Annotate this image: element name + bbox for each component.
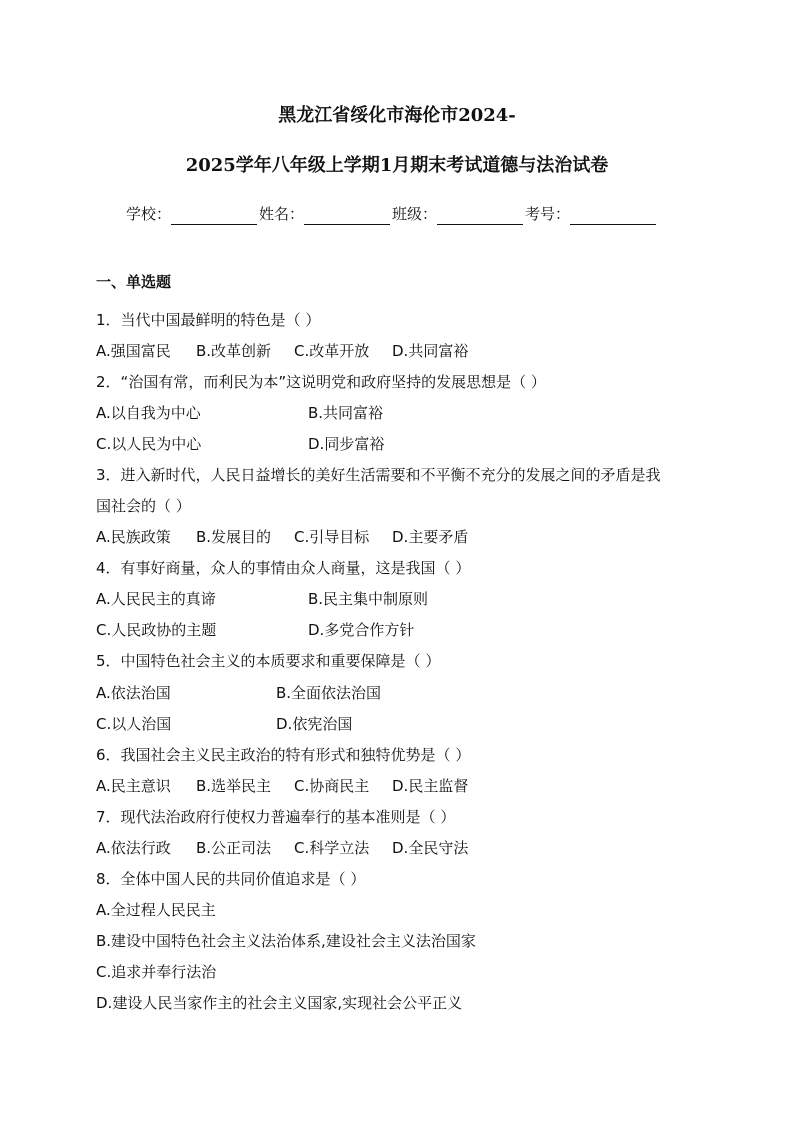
option: D.全民守法 (392, 839, 469, 857)
option: D.共同富裕 (392, 342, 469, 360)
section-title: 一、单选题 (96, 273, 172, 291)
option: D.民主监督 (392, 777, 469, 795)
option: A.依法治国 (96, 684, 171, 702)
option: C.改革开放 (294, 342, 370, 360)
exam-title-line1: 黑龙江省绥化市海伦市2024- (278, 105, 516, 126)
question-stem: 7．现代法治政府行使权力普遍奉行的基本准则是（ ） (96, 808, 456, 826)
name-label: 姓名： (259, 205, 305, 223)
name-blank[interactable] (304, 208, 390, 225)
exam-no-blank[interactable] (570, 208, 656, 225)
option: D.同步富裕 (308, 435, 385, 453)
question-stem-continued: 国社会的（ ） (96, 497, 191, 515)
option: D.主要矛盾 (392, 528, 469, 546)
question-stem: 5．中国特色社会主义的本质要求和重要保障是（ ） (96, 652, 441, 670)
option: C.以人民为中心 (96, 435, 202, 453)
school-blank[interactable] (171, 208, 257, 225)
option: A.人民民主的真谛 (96, 590, 216, 608)
option: D.建设人民当家作主的社会主义国家,实现社会公平正义 (96, 994, 463, 1012)
option: A.依法行政 (96, 839, 171, 857)
class-label: 班级： (392, 205, 438, 223)
option: A.民族政策 (96, 528, 171, 546)
question-stem: 8．全体中国人民的共同价值追求是（ ） (96, 870, 366, 888)
option: A.以自我为中心 (96, 404, 201, 422)
option: A.强国富民 (96, 342, 171, 360)
option: B.发展目的 (196, 528, 272, 546)
option: A.民主意识 (96, 777, 171, 795)
option: B.改革创新 (196, 342, 272, 360)
option: B.公正司法 (196, 839, 272, 857)
option: B.全面依法治国 (276, 684, 382, 702)
option: C.科学立法 (294, 839, 370, 857)
exam-title-line2: 2025学年八年级上学期1月期末考试道德与法治试卷 (185, 155, 609, 176)
option: C.人民政协的主题 (96, 621, 217, 639)
option: D.多党合作方针 (308, 621, 415, 639)
class-blank[interactable] (437, 208, 523, 225)
option: B.选举民主 (196, 777, 272, 795)
question-stem: 1．当代中国最鲜明的特色是（ ） (96, 311, 321, 329)
question-stem: 4．有事好商量，众人的事情由众人商量，这是我国（ ） (96, 559, 471, 577)
option: B.民主集中制原则 (308, 590, 429, 608)
school-label: 学校： (126, 205, 172, 223)
option: C.引导目标 (294, 528, 370, 546)
option: C.追求并奉行法治 (96, 963, 217, 981)
option: A.全过程人民民主 (96, 901, 216, 919)
question-stem: 2．“治国有常，而利民为本”这说明党和政府坚持的发展思想是（ ） (96, 373, 546, 391)
option: B.建设中国特色社会主义法治体系,建设社会主义法治国家 (96, 932, 476, 950)
question-stem: 6．我国社会主义民主政治的特有形式和独特优势是（ ） (96, 746, 471, 764)
option: D.依宪治国 (276, 715, 353, 733)
student-info-line (126, 203, 658, 225)
question-stem: 3．进入新时代，人民日益增长的美好生活需要和不平衡不充分的发展之间的矛盾是我 (96, 466, 661, 484)
option: B.共同富裕 (308, 404, 384, 422)
option: C.协商民主 (294, 777, 370, 795)
option: C.以人治国 (96, 715, 172, 733)
exam-no-label: 考号： (525, 205, 571, 223)
